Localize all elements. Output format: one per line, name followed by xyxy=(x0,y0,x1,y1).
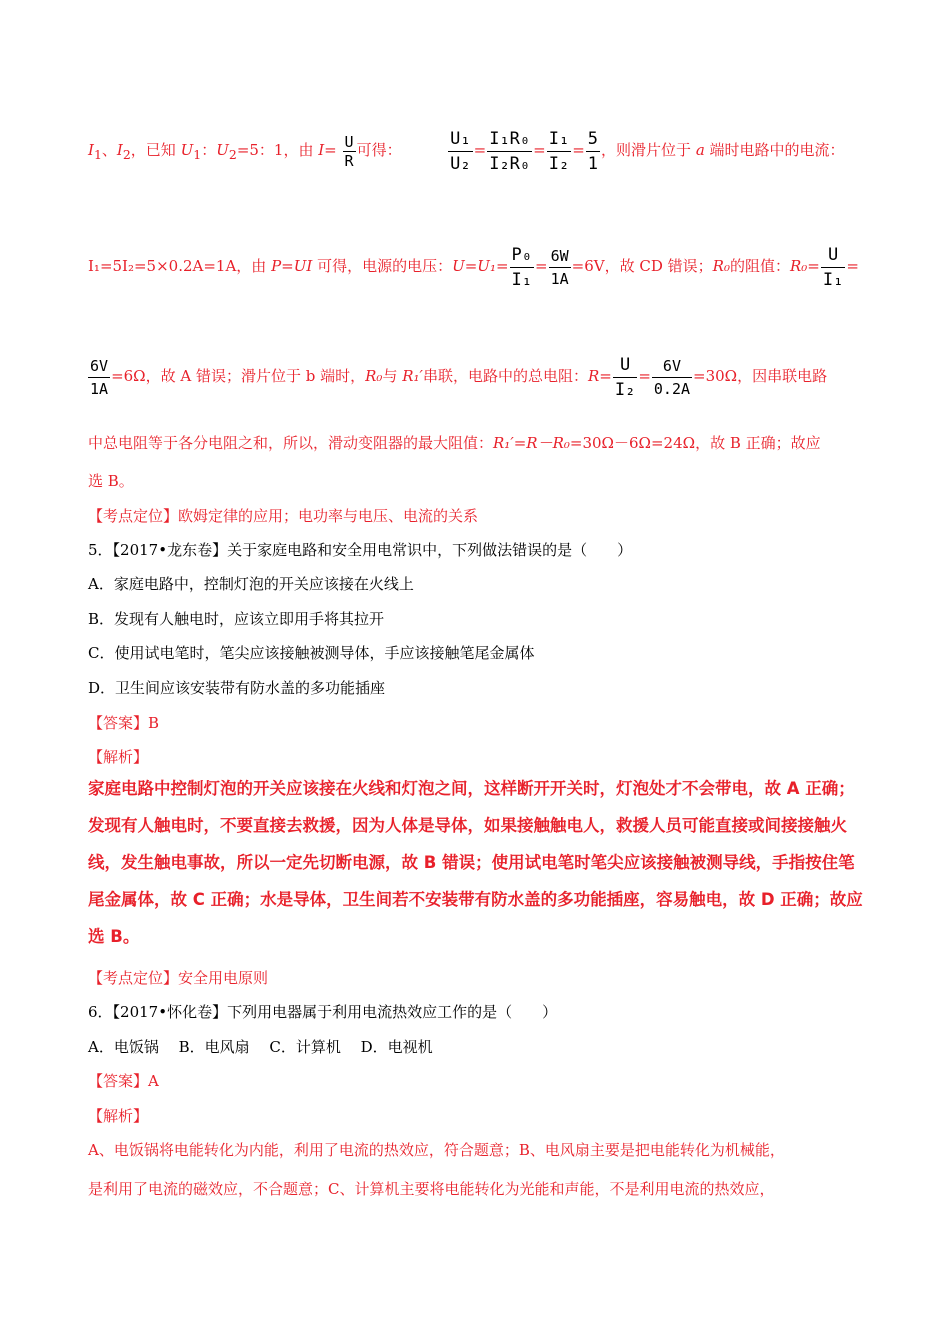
q5-option-d: D．卫生间应该安装带有防水盖的多功能插座 xyxy=(88,679,386,697)
text: a xyxy=(695,141,705,159)
fraction-6w-1a xyxy=(549,245,571,290)
kaodian-label: 【考点定位】 xyxy=(88,507,179,525)
fraction-i1-i2 xyxy=(547,127,571,176)
fraction-p0-i1 xyxy=(510,243,534,292)
q5-stem: 5．【2017•龙东卷】关于家庭电路和安全用电常识中，下列做法错误的是（ ） xyxy=(88,541,633,559)
text: =30Ω－6Ω=24Ω，故 B 正确；故应 xyxy=(569,434,821,452)
text: R₀= xyxy=(789,257,820,275)
fraction-u-i2 xyxy=(613,353,637,402)
text: 1 xyxy=(193,147,202,162)
q6-answer-row xyxy=(88,1070,870,1092)
text: U xyxy=(180,141,194,159)
answer-value: A xyxy=(148,1072,159,1090)
analysis-line: 选 B。 xyxy=(88,927,140,946)
text: =6Ω，故 A 错误；滑片位于 b 端时， xyxy=(111,367,366,385)
text: I xyxy=(116,141,123,159)
q5-option-c: C．使用试电笔时，笔尖应该接触被测导体，手应该接触笔尾金属体 xyxy=(88,644,535,662)
text: 可得，电源的电压： xyxy=(312,257,453,275)
q5-kaodian-row xyxy=(88,967,870,989)
fraction-numerator: U xyxy=(344,132,354,151)
fraction-6v-0.2a xyxy=(652,355,692,400)
fraction-numerator: 5 xyxy=(586,127,600,152)
solution-line-4 xyxy=(88,432,870,454)
text: ，则滑片位于 xyxy=(601,141,696,159)
solution-line-1: $I_1$、$I_2$，已知 $U_1$：$U_2=5$：1，由 I= $\frac{U}{R}$ 可得： $\frac{\text{U₁}}{\text{U₂}}$ = $\frac{\text{I₁R₀}}{\text{I₂R₀}}$ = $\frac{\text{I₁}}{\text{I₂}}$ = $\frac{5}{1}$ ，则滑片位于 a 端时电路中的电流： xyxy=(88,128,845,174)
fraction-5-1 xyxy=(586,127,600,176)
text: I xyxy=(88,141,94,159)
fraction-i1r0-i2r0 xyxy=(487,127,532,176)
q6-analysis-line-1: A、电饭锅将电能转化为内能，利用了电流的热效应，符合题意；B、电风扇主要是把电能转化为机械能， xyxy=(88,1141,785,1159)
fraction-u-over-r xyxy=(343,133,356,170)
fraction-6v-1a xyxy=(88,355,110,400)
kaodian-text: 安全用电原则 xyxy=(178,969,269,987)
fraction-denominator: I₂ xyxy=(548,153,570,174)
analysis-line: 尾金属体，故 C 正确；水是导体，卫生间若不安装带有防水盖的多功能插座，容易触电，故 D 正确；故应 xyxy=(88,890,863,909)
fraction-denominator: 0.2A xyxy=(653,379,691,398)
text: R₁′=R－R₀ xyxy=(493,434,570,452)
q6-options: A．电饭锅 B．电风扇 C．计算机 D．电视机 xyxy=(88,1038,433,1056)
fraction-denominator: I₂ xyxy=(614,379,636,400)
fraction-numerator: P₀ xyxy=(510,243,534,268)
answer-label: 【答案】 xyxy=(88,1072,149,1090)
fraction-numerator: U₁ xyxy=(448,127,472,152)
q5-analysis-label: 【解析】 xyxy=(88,748,149,766)
text: R₀ xyxy=(365,367,383,385)
fraction-u1-u2 xyxy=(448,127,472,176)
text: 的阻值： xyxy=(729,257,790,275)
text: =5：1，由 xyxy=(236,141,319,159)
fraction-denominator: U₂ xyxy=(450,153,471,174)
text: 中总电阻等于各分电阻之和，所以，滑动变阻器的最大阻值： xyxy=(88,434,494,452)
text: R= xyxy=(587,367,612,385)
fraction-denominator: R xyxy=(344,151,354,170)
fraction-numerator: I₁R₀ xyxy=(487,127,532,152)
text: ，已知 xyxy=(130,141,181,159)
solution-line-5 xyxy=(88,470,870,492)
text: P=UI xyxy=(271,257,313,275)
text: 可得： xyxy=(356,141,402,159)
fraction-denominator: 1A xyxy=(90,379,109,398)
text: I₁=5I₂=5×0.2A=1A，由 xyxy=(88,257,272,275)
text: 、 xyxy=(101,141,117,159)
fraction-denominator: I₂R₀ xyxy=(489,153,531,174)
fraction-denominator: 1A xyxy=(550,269,569,288)
fraction-numerator: 6V xyxy=(652,355,692,378)
text: 2 xyxy=(228,147,237,162)
text: 串联，电路中的总电阻： xyxy=(422,367,588,385)
text: ： xyxy=(201,141,217,159)
q5-answer-row xyxy=(88,712,870,734)
q6-analysis-line-2: 是利用了电流的磁效应，不合题意；C、计算机主要将电能转化为光能和声能，不是利用电流的热效应， xyxy=(88,1180,775,1198)
fraction-denominator: 1 xyxy=(587,153,599,174)
fraction-numerator: 6V xyxy=(88,355,110,378)
text: U=U₁= xyxy=(452,257,509,275)
q6-analysis-label: 【解析】 xyxy=(88,1107,149,1125)
kaodian-text: 欧姆定律的应用；电功率与电压、电流的关系 xyxy=(178,507,479,525)
text: R₁′ xyxy=(402,367,423,385)
text: U xyxy=(216,141,229,159)
fraction-numerator: 6W xyxy=(549,245,571,268)
analysis-line: 线，发生触电事故，所以一定先切断电源，故 B 错误；使用试电笔时笔尖应该接触被测导线，手指按住笔 xyxy=(88,853,855,872)
analysis-line: 家庭电路中控制灯泡的开关应该接在火线和灯泡之间，这样断开开关时，灯泡处才不会带电，故 A 正确； xyxy=(88,779,855,798)
text: R₀ xyxy=(712,257,730,275)
q5-option-a: A．家庭电路中，控制灯泡的开关应该接在火线上 xyxy=(88,575,414,593)
text: = xyxy=(846,257,859,275)
text: 与 xyxy=(382,367,403,385)
answer-value: B xyxy=(148,714,160,732)
analysis-line: 发现有人触电时，不要直接去救援，因为人体是导体，如果接触触电人，救援人员可能直接或间接接触火 xyxy=(88,816,847,835)
text: I= xyxy=(318,141,337,159)
q6-stem: 6．【2017•怀化卷】下列用电器属于利用电流热效应工作的是（ ） xyxy=(88,1003,558,1021)
fraction-u-i1 xyxy=(821,243,845,292)
solution-line-3: $\frac{6V}{1A}$ =6Ω，故 A 错误；滑片位于 b 端时，R₀与 R₁′串联，电路中的总电阻：R= $\frac{U}{\text{I₂}}$ = $\frac{6V}{0.2A}$ =30Ω，因串联电路 xyxy=(90,354,828,400)
text: 选 B。 xyxy=(88,472,134,490)
text: 2 xyxy=(122,147,131,162)
fraction-numerator: I₁ xyxy=(547,127,571,152)
text: 端时电路中的电流： xyxy=(704,141,845,159)
text: 1 xyxy=(93,147,102,162)
kaodian-row-top xyxy=(88,505,870,527)
q5-option-b: B．发现有人触电时，应该立即用手将其拉开 xyxy=(88,610,385,628)
text: =30Ω，因串联电路 xyxy=(693,367,828,385)
fraction-denominator: I₁ xyxy=(822,269,844,290)
fraction-numerator: U xyxy=(821,243,845,268)
fraction-numerator: U xyxy=(613,353,637,378)
q5-analysis-body xyxy=(88,770,873,955)
text: =6V，故 CD 错误； xyxy=(571,257,713,275)
fraction-denominator: I₁ xyxy=(511,269,533,290)
answer-label: 【答案】 xyxy=(88,714,149,732)
kaodian-label: 【考点定位】 xyxy=(88,969,179,987)
solution-line-2: I₁=5I₂=5×0.2A=1A，由 P=UI 可得，电源的电压：U=U₁= $\frac{\text{P₀}}{\text{I₁}}$ = $\frac{6W}{1A}$ =6V，故 CD 错误；R₀的阻值：R₀= $\frac{U}{\text{I₁}}$ = xyxy=(88,244,859,290)
